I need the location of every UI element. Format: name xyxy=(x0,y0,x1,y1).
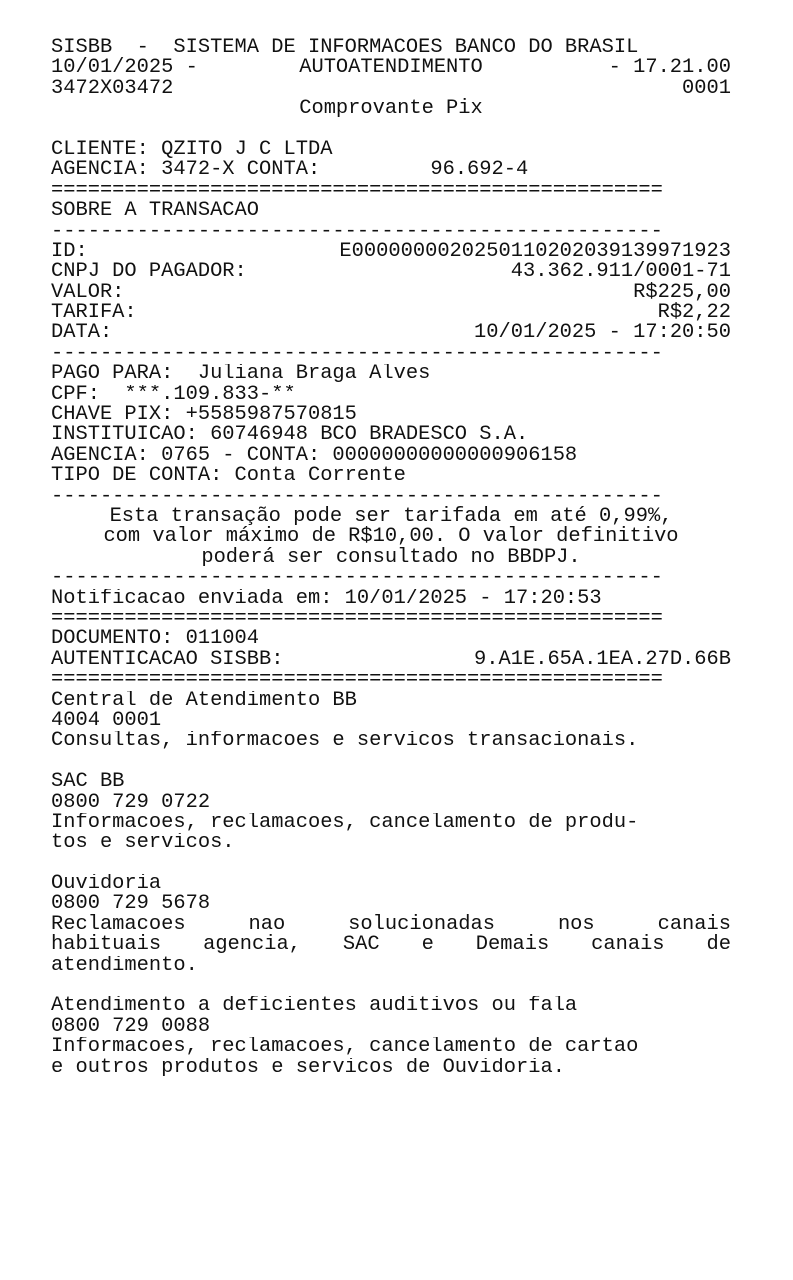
authentication-label: AUTENTICACAO SISBB: xyxy=(51,647,284,671)
transaction-field-row xyxy=(51,262,731,282)
payee-name: PAGO PARA: Juliana Braga Alves xyxy=(51,364,431,385)
contact-description xyxy=(51,912,731,936)
word: canais xyxy=(657,912,731,936)
contact-description: atendimento. xyxy=(51,955,198,977)
contact-phone: 0800 729 5678 xyxy=(51,894,211,915)
transaction-section-title: SOBRE A TRANSACAO xyxy=(51,201,260,222)
contact-block xyxy=(51,874,731,976)
notification-sent: Notificacao enviada em: 10/01/2025 - 17:20:53 xyxy=(51,588,602,609)
transaction-field-row xyxy=(51,280,731,304)
transaction-field-row xyxy=(51,303,731,323)
contact-name: SAC BB xyxy=(51,772,125,793)
single-rule: -------------------------------------------------- xyxy=(51,568,663,589)
payee-pix-key: CHAVE PIX: +5585987570815 xyxy=(51,405,357,426)
document-number: DOCUMENTO: 011004 xyxy=(51,629,260,650)
word: nos xyxy=(557,912,595,936)
single-rule: -------------------------------------------------- xyxy=(51,486,663,507)
word: Reclamacoes xyxy=(51,912,186,936)
payee-cpf: CPF: ***.109.833-** xyxy=(51,384,296,406)
fee-notice-line: poderá ser consultado no BBDPJ. xyxy=(201,545,581,569)
system-title: SISBB - SISTEMA DE INFORMACOES BANCO DO BRASIL xyxy=(51,38,639,59)
contact-name: Atendimento a deficientes auditivos ou fala xyxy=(51,996,578,1017)
payee-institution: INSTITUICAO: 60746948 BCO BRADESCO S.A. xyxy=(51,425,529,446)
field-value: R$225,00 xyxy=(633,280,731,304)
header-terminal-row xyxy=(51,76,731,100)
receipt-title: Comprovante Pix xyxy=(299,97,483,121)
field-label: CNPJ DO PAGADOR: xyxy=(51,260,247,284)
contact-description: tos e servicos. xyxy=(51,833,235,854)
single-rule: -------------------------------------------------- xyxy=(51,343,663,365)
double-rule: ================================================== xyxy=(51,609,663,630)
contact-description: Informacoes, reclamacoes, cancelamento de cartao xyxy=(51,1037,639,1058)
contact-description: e outros produtos e servicos de Ouvidoria. xyxy=(51,1057,565,1078)
client-agency-label: AGENCIA: 3472-X CONTA: xyxy=(51,160,321,181)
fee-notice-line: Esta transação pode ser tarifada em até 0,99%, xyxy=(109,505,673,528)
contact-name: Ouvidoria xyxy=(51,874,162,895)
fee-notice-line: com valor máximo de R$10,00. O valor definitivo xyxy=(103,525,679,549)
word: nao xyxy=(248,912,286,936)
payee-account-type: TIPO DE CONTA: Conta Corrente xyxy=(51,466,406,487)
client-account: 96.692-4 xyxy=(430,160,529,181)
word: SAC xyxy=(342,933,380,957)
sequence-number: 0001 xyxy=(682,76,731,100)
contact-description: Informacoes, reclamacoes, cancelamento de produ- xyxy=(51,812,639,834)
authentication-row xyxy=(51,647,731,671)
authentication-code: 9.A1E.65A.1EA.27D.66B xyxy=(474,647,731,671)
field-label: ID: xyxy=(51,239,88,263)
contact-description: Consultas, informacoes e servicos transacionais. xyxy=(51,731,639,752)
word: solucionadas xyxy=(348,912,496,936)
client-name: QZITO J C LTDA xyxy=(161,139,333,161)
word: habituais xyxy=(51,933,162,957)
terminal-id: 3472X03472 xyxy=(51,76,174,100)
field-value: 43.362.911/0001-71 xyxy=(510,260,731,284)
client-label: CLIENTE: xyxy=(51,139,149,161)
contact-block xyxy=(51,772,731,854)
contact-phone: 4004 0001 xyxy=(51,710,162,732)
field-label: VALOR: xyxy=(51,280,125,304)
field-value: R$2,22 xyxy=(657,301,731,325)
contact-name: Central de Atendimento BB xyxy=(51,690,357,711)
word: e xyxy=(421,933,434,957)
contact-phone: 0800 729 0088 xyxy=(51,1016,211,1038)
transaction-field-row xyxy=(51,323,731,343)
single-rule: -------------------------------------------------- xyxy=(51,221,663,242)
field-label: TARIFA: xyxy=(51,301,137,325)
payee-account: AGENCIA: 0765 - CONTA: 00000000000000906158 xyxy=(51,445,578,467)
field-value: 10/01/2025 - 17:20:50 xyxy=(474,321,731,345)
contact-block xyxy=(51,996,731,1078)
header-time: - 17.21.00 xyxy=(608,56,731,80)
header-channel: AUTOATENDIMENTO xyxy=(299,56,483,80)
header-date-row xyxy=(51,58,731,78)
word: Demais xyxy=(475,933,550,957)
field-value: E0000000020250110202039139971923 xyxy=(339,239,731,263)
word: agencia, xyxy=(203,933,301,957)
double-rule: ================================================== xyxy=(51,180,663,202)
contact-description xyxy=(51,935,731,955)
client-row xyxy=(51,140,731,160)
transaction-field-row xyxy=(51,239,731,263)
header-date: 10/01/2025 - xyxy=(51,56,198,80)
word: de xyxy=(706,933,731,957)
client-account-row xyxy=(51,160,731,180)
double-rule: ================================================== xyxy=(51,670,663,691)
field-label: DATA: xyxy=(51,321,113,345)
word: canais xyxy=(591,933,665,957)
contact-phone: 0800 729 0722 xyxy=(51,792,211,813)
pix-receipt xyxy=(51,38,731,1078)
contact-block xyxy=(51,691,731,752)
